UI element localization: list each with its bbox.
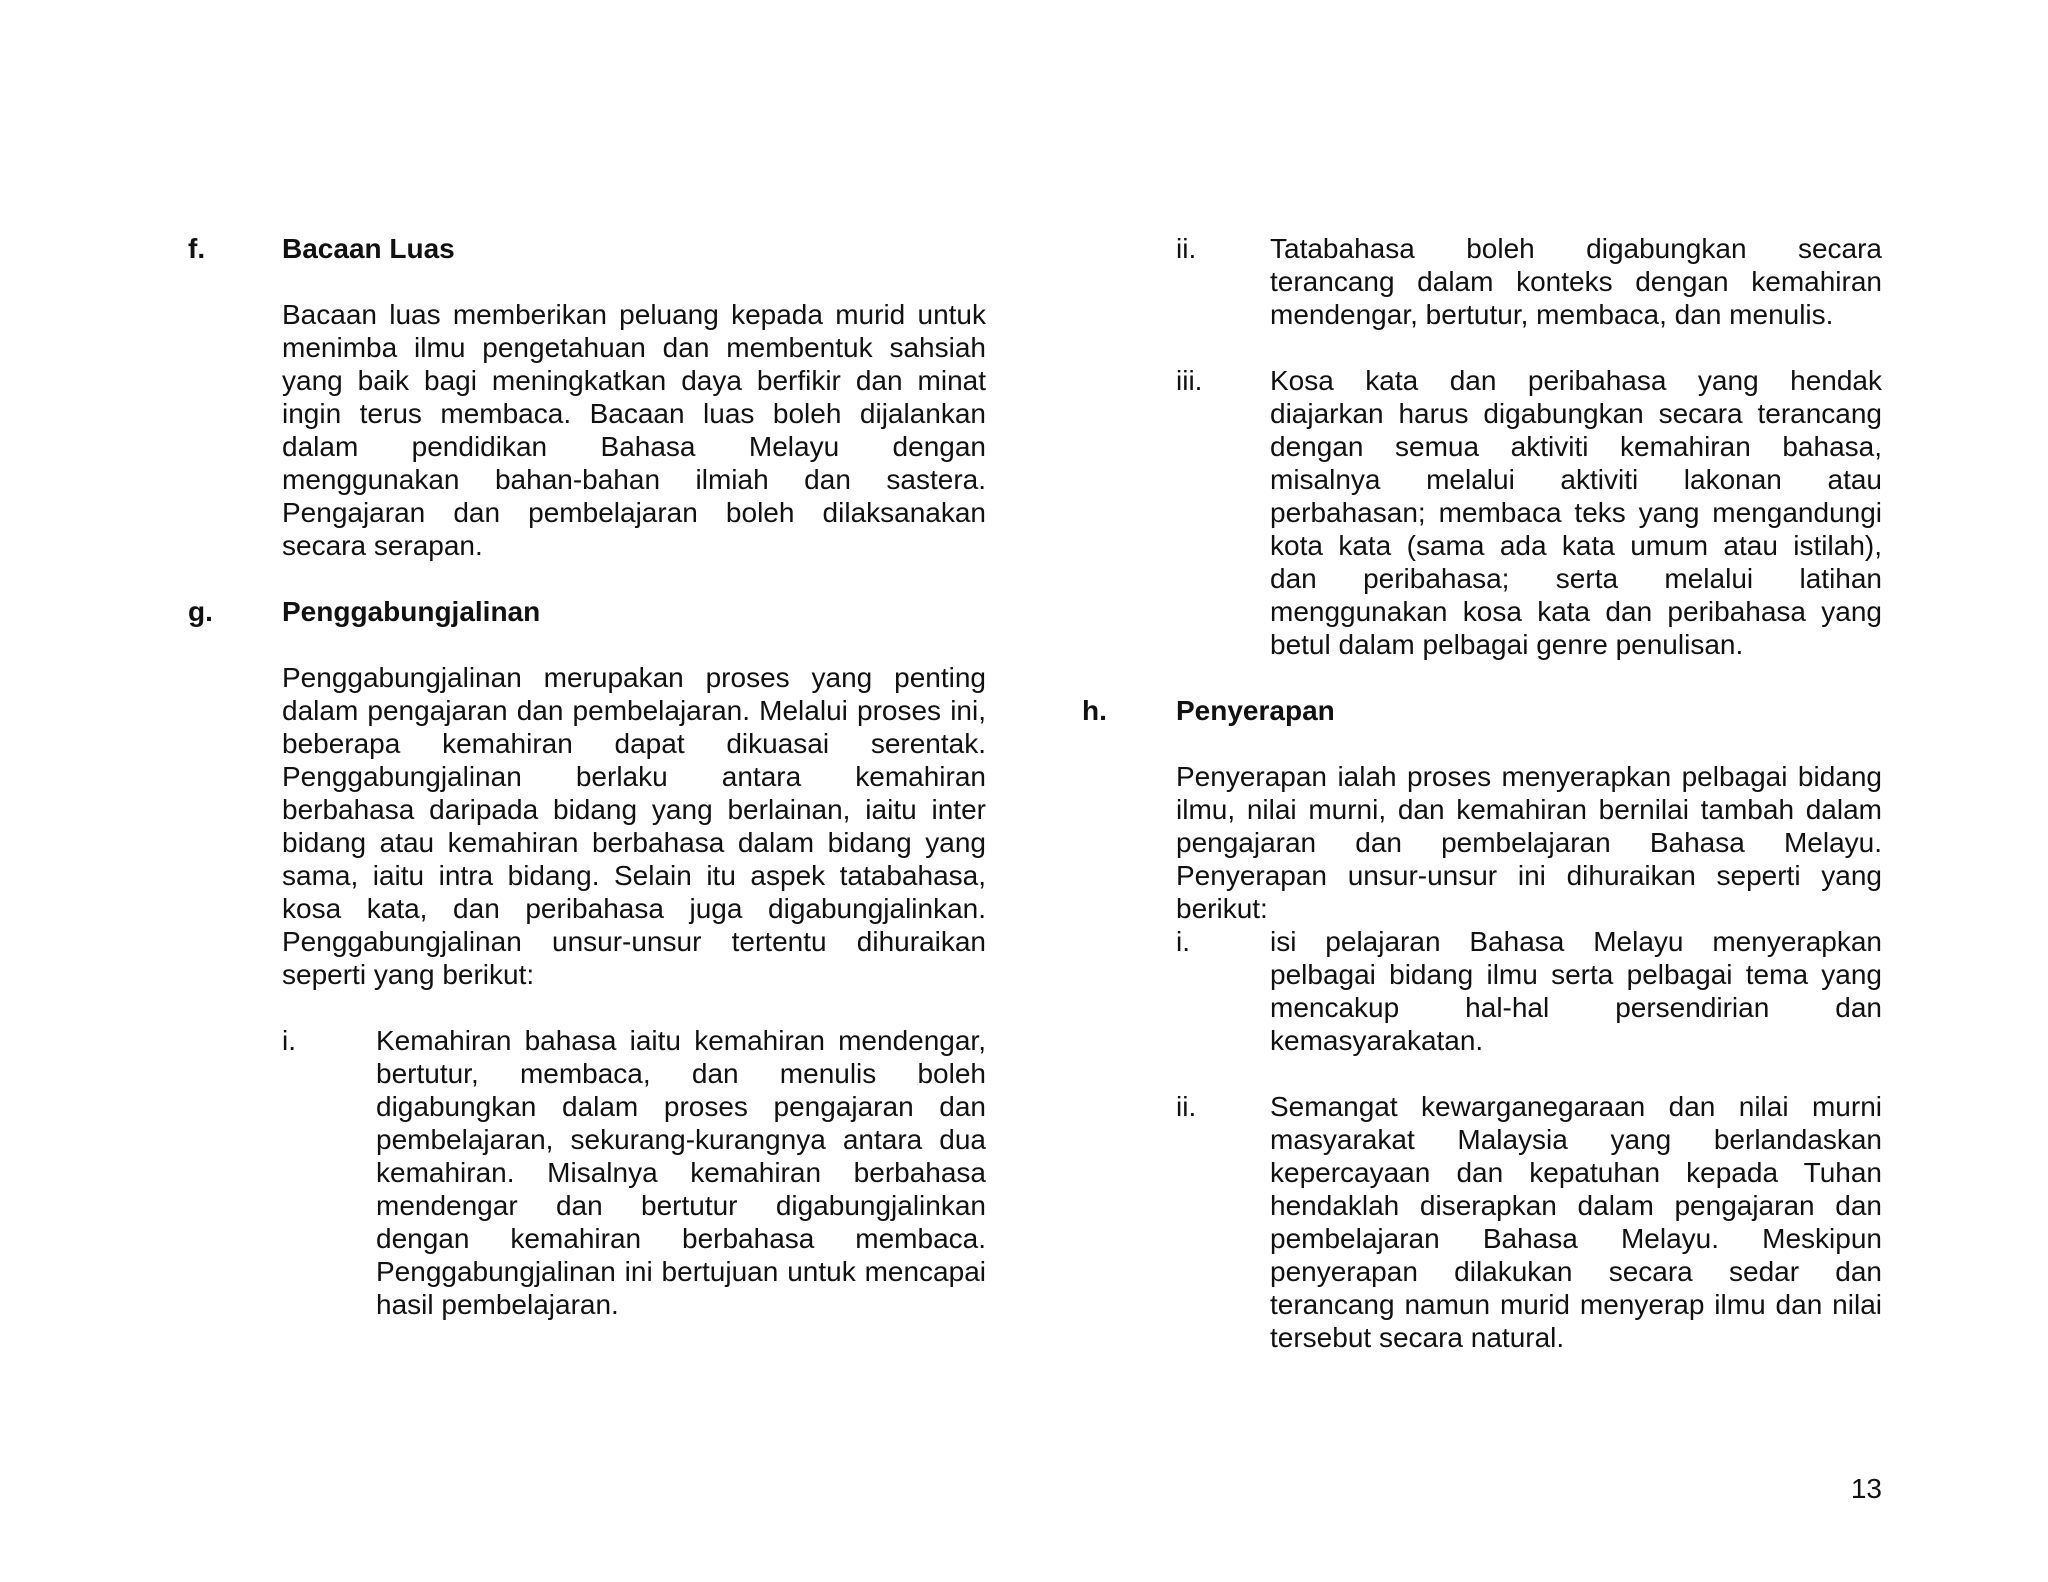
section-g-heading bbox=[188, 595, 986, 628]
section-f-body bbox=[282, 298, 986, 562]
list-item bbox=[1176, 925, 1882, 1057]
list-item bbox=[1176, 364, 1882, 661]
list-item-number: ii. bbox=[1176, 1091, 1197, 1122]
page-number: 13 bbox=[1850, 1473, 1882, 1504]
section-h-body bbox=[1176, 760, 1882, 1354]
list-item bbox=[1176, 232, 1882, 331]
list-item-number: iii. bbox=[1176, 365, 1203, 396]
list-item-text: Semangat kewarganegaraan dan nilai murni masyarakat Malaysia yang berlandaskan kepercayaan dan kepatuhan kepada Tuhan hendaklah diserapkan dalam pengajaran dan pembelajaran Bahasa Melayu. Meskipun penyerapan dilakukan secara sedar dan terancang namun murid menyerap ilmu dan nilai tersebut secara natural. bbox=[1270, 1091, 1882, 1353]
section-h-paragraph: Penyerapan ialah proses menyerapkan pelbagai bidang ilmu, nilai murni, dan kemahiran bernilai tambah dalam pengajaran dan pembelajaran Bahasa Melayu. Penyerapan unsur-unsur ini dihuraikan seperti yang berikut: bbox=[1176, 761, 1882, 924]
section-g-letter: g. bbox=[188, 596, 213, 627]
section-f-title: Bacaan Luas bbox=[282, 233, 455, 264]
section-g-continued bbox=[1176, 232, 1882, 661]
section-h-letter: h. bbox=[1082, 695, 1107, 726]
section-g-paragraph: Penggabungjalinan merupakan proses yang penting dalam pengajaran dan pembelajaran. Melalui proses ini, beberapa kemahiran dapat dikuasai serentak. Penggabungjalinan berlaku antara kemahiran berbahasa daripada bidang yang berlainan, iaitu inter bidang atau kemahiran berbahasa dalam bidang yang sama, iaitu intra bidang. Selain itu aspek tatabahasa, kosa kata, dan peribahasa juga digabungjalinkan. Penggabungjalinan unsur-unsur tertentu dihuraikan seperti yang berikut: bbox=[282, 662, 986, 990]
section-g-body bbox=[282, 661, 986, 1321]
list-item bbox=[1176, 1090, 1882, 1354]
section-g-title: Penggabungjalinan bbox=[282, 596, 541, 627]
list-item-number: ii. bbox=[1176, 233, 1197, 264]
list-item bbox=[282, 1024, 986, 1321]
section-h-title: Penyerapan bbox=[1176, 695, 1335, 726]
list-item-text: Kosa kata dan peribahasa yang hendak diajarkan harus digabungkan secara terancang dengan semua aktiviti kemahiran bahasa, misalnya melalui aktiviti lakonan atau perbahasan; membaca teks yang mengandungi kota kata (sama ada kata umum atau istilah), dan peribahasa; serta melalui latihan menggunakan kosa kata dan peribahasa yang betul dalam pelbagai genre penulisan. bbox=[1270, 365, 1882, 660]
list-item-number: i. bbox=[1176, 926, 1190, 957]
section-f-paragraph: Bacaan luas memberikan peluang kepada murid untuk menimba ilmu pengetahuan dan membentuk sahsiah yang baik bagi meningkatkan daya berfikir dan minat ingin terus membaca. Bacaan luas boleh dijalankan dalam pendidikan Bahasa Melayu dengan menggunakan bahan-bahan ilmiah dan sastera. Pengajaran dan pembelajaran boleh dilaksanakan secara serapan. bbox=[282, 299, 986, 561]
section-f-letter: f. bbox=[188, 233, 206, 264]
list-item-text: isi pelajaran Bahasa Melayu menyerapkan pelbagai bidang ilmu serta pelbagai tema yang mencakup hal-hal persendirian dan kemasyarakatan. bbox=[1270, 926, 1882, 1056]
list-item-text: Kemahiran bahasa iaitu kemahiran mendengar, bertutur, membaca, dan menulis boleh digabungkan dalam proses pengajaran dan pembelajaran, sekurang-kurangnya antara dua kemahiran. Misalnya kemahiran berbahasa mendengar dan bertutur digabungjalinkan dengan kemahiran berbahasa membaca. Penggabungjalinan ini bertujuan untuk mencapai hasil pembelajaran. bbox=[376, 1025, 986, 1320]
list-item-number: i. bbox=[282, 1025, 296, 1056]
list-item-text: Tatabahasa boleh digabungkan secara terancang dalam konteks dengan kemahiran mendengar, bertutur, membaca, dan menulis. bbox=[1270, 233, 1882, 330]
section-f-heading bbox=[188, 232, 986, 265]
section-h-heading bbox=[1082, 694, 1882, 727]
right-column bbox=[1082, 232, 1882, 1354]
left-column bbox=[188, 232, 986, 1321]
